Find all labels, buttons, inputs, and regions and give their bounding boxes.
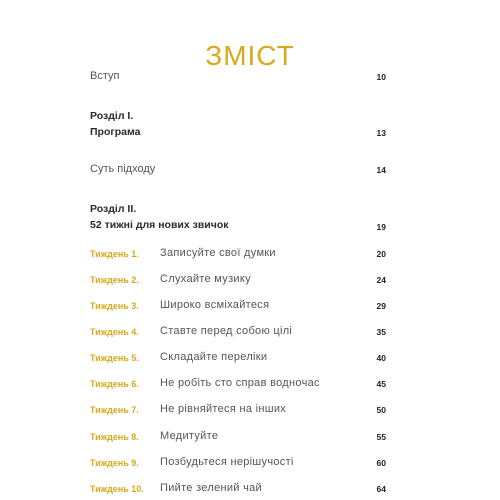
toc-entry-week[interactable] [90,247,386,261]
toc-entry-week[interactable] [90,377,386,391]
week-title: Пийте зелений чай [160,482,263,494]
part-number: Розділ ІІ. [90,203,137,215]
toc-entry-week[interactable] [90,403,386,417]
toc-entry-label: Суть підходу [90,163,156,175]
toc-entry-week[interactable] [90,299,386,313]
toc-page-number: 10 [376,72,386,82]
toc-page-number: 29 [376,301,386,311]
week-label: Тиждень 10. [90,484,144,494]
week-title: Ставте перед собою цілі [160,325,293,337]
toc-entry-part-1[interactable] [90,108,386,140]
week-label: Тиждень 4. [90,327,139,337]
toc-entry-week[interactable] [90,351,386,365]
week-title: Складайте переліки [160,351,268,363]
toc-entry-part-2[interactable] [90,201,386,233]
toc-entry-week[interactable] [90,482,386,496]
part-title: Програма [90,126,141,138]
week-title: Широко всміхайтеся [160,299,270,311]
toc-page-number: 14 [376,165,386,175]
week-label: Тиждень 6. [90,379,139,389]
week-label: Тиждень 7. [90,405,139,415]
toc-page-number: 13 [376,128,386,138]
toc-page-number: 20 [376,249,386,259]
week-label: Тиждень 8. [90,432,139,442]
page-title: ЗМІСТ [205,40,295,71]
part-title: 52 тижні для нових звичок [90,219,229,231]
toc-page-number: 50 [376,405,386,415]
toc-entry-essence[interactable] [90,163,386,177]
toc-page-number: 19 [376,222,386,232]
part-number: Розділ І. [90,110,134,122]
week-title: Записуйте свої думки [160,247,276,259]
toc-entry-intro[interactable] [90,70,386,84]
week-label: Тиждень 3. [90,301,139,311]
toc-page-number: 60 [376,458,386,468]
week-title: Не робіть сто справ водночас [160,377,320,389]
toc-page-number: 64 [376,484,386,494]
week-label: Тиждень 9. [90,458,139,468]
week-title: Позбудьтеся нерішучості [160,456,294,468]
toc-page-number: 40 [376,353,386,363]
week-label: Тиждень 5. [90,353,139,363]
toc-entry-week[interactable] [90,325,386,339]
week-title: Медитуйте [160,430,219,442]
toc-entry-week[interactable] [90,456,386,470]
week-label: Тиждень 2. [90,275,139,285]
toc-page-number: 24 [376,275,386,285]
toc-entry-week[interactable] [90,273,386,287]
toc-page-number: 35 [376,327,386,337]
toc-entry-label: Вступ [90,70,120,82]
toc-page-number: 45 [376,379,386,389]
toc-entry-week[interactable] [90,430,386,444]
week-title: Не рівняйтеся на інших [160,403,287,415]
toc-page-number: 55 [376,432,386,442]
week-title: Слухайте музику [160,273,251,285]
week-label: Тиждень 1. [90,249,139,259]
